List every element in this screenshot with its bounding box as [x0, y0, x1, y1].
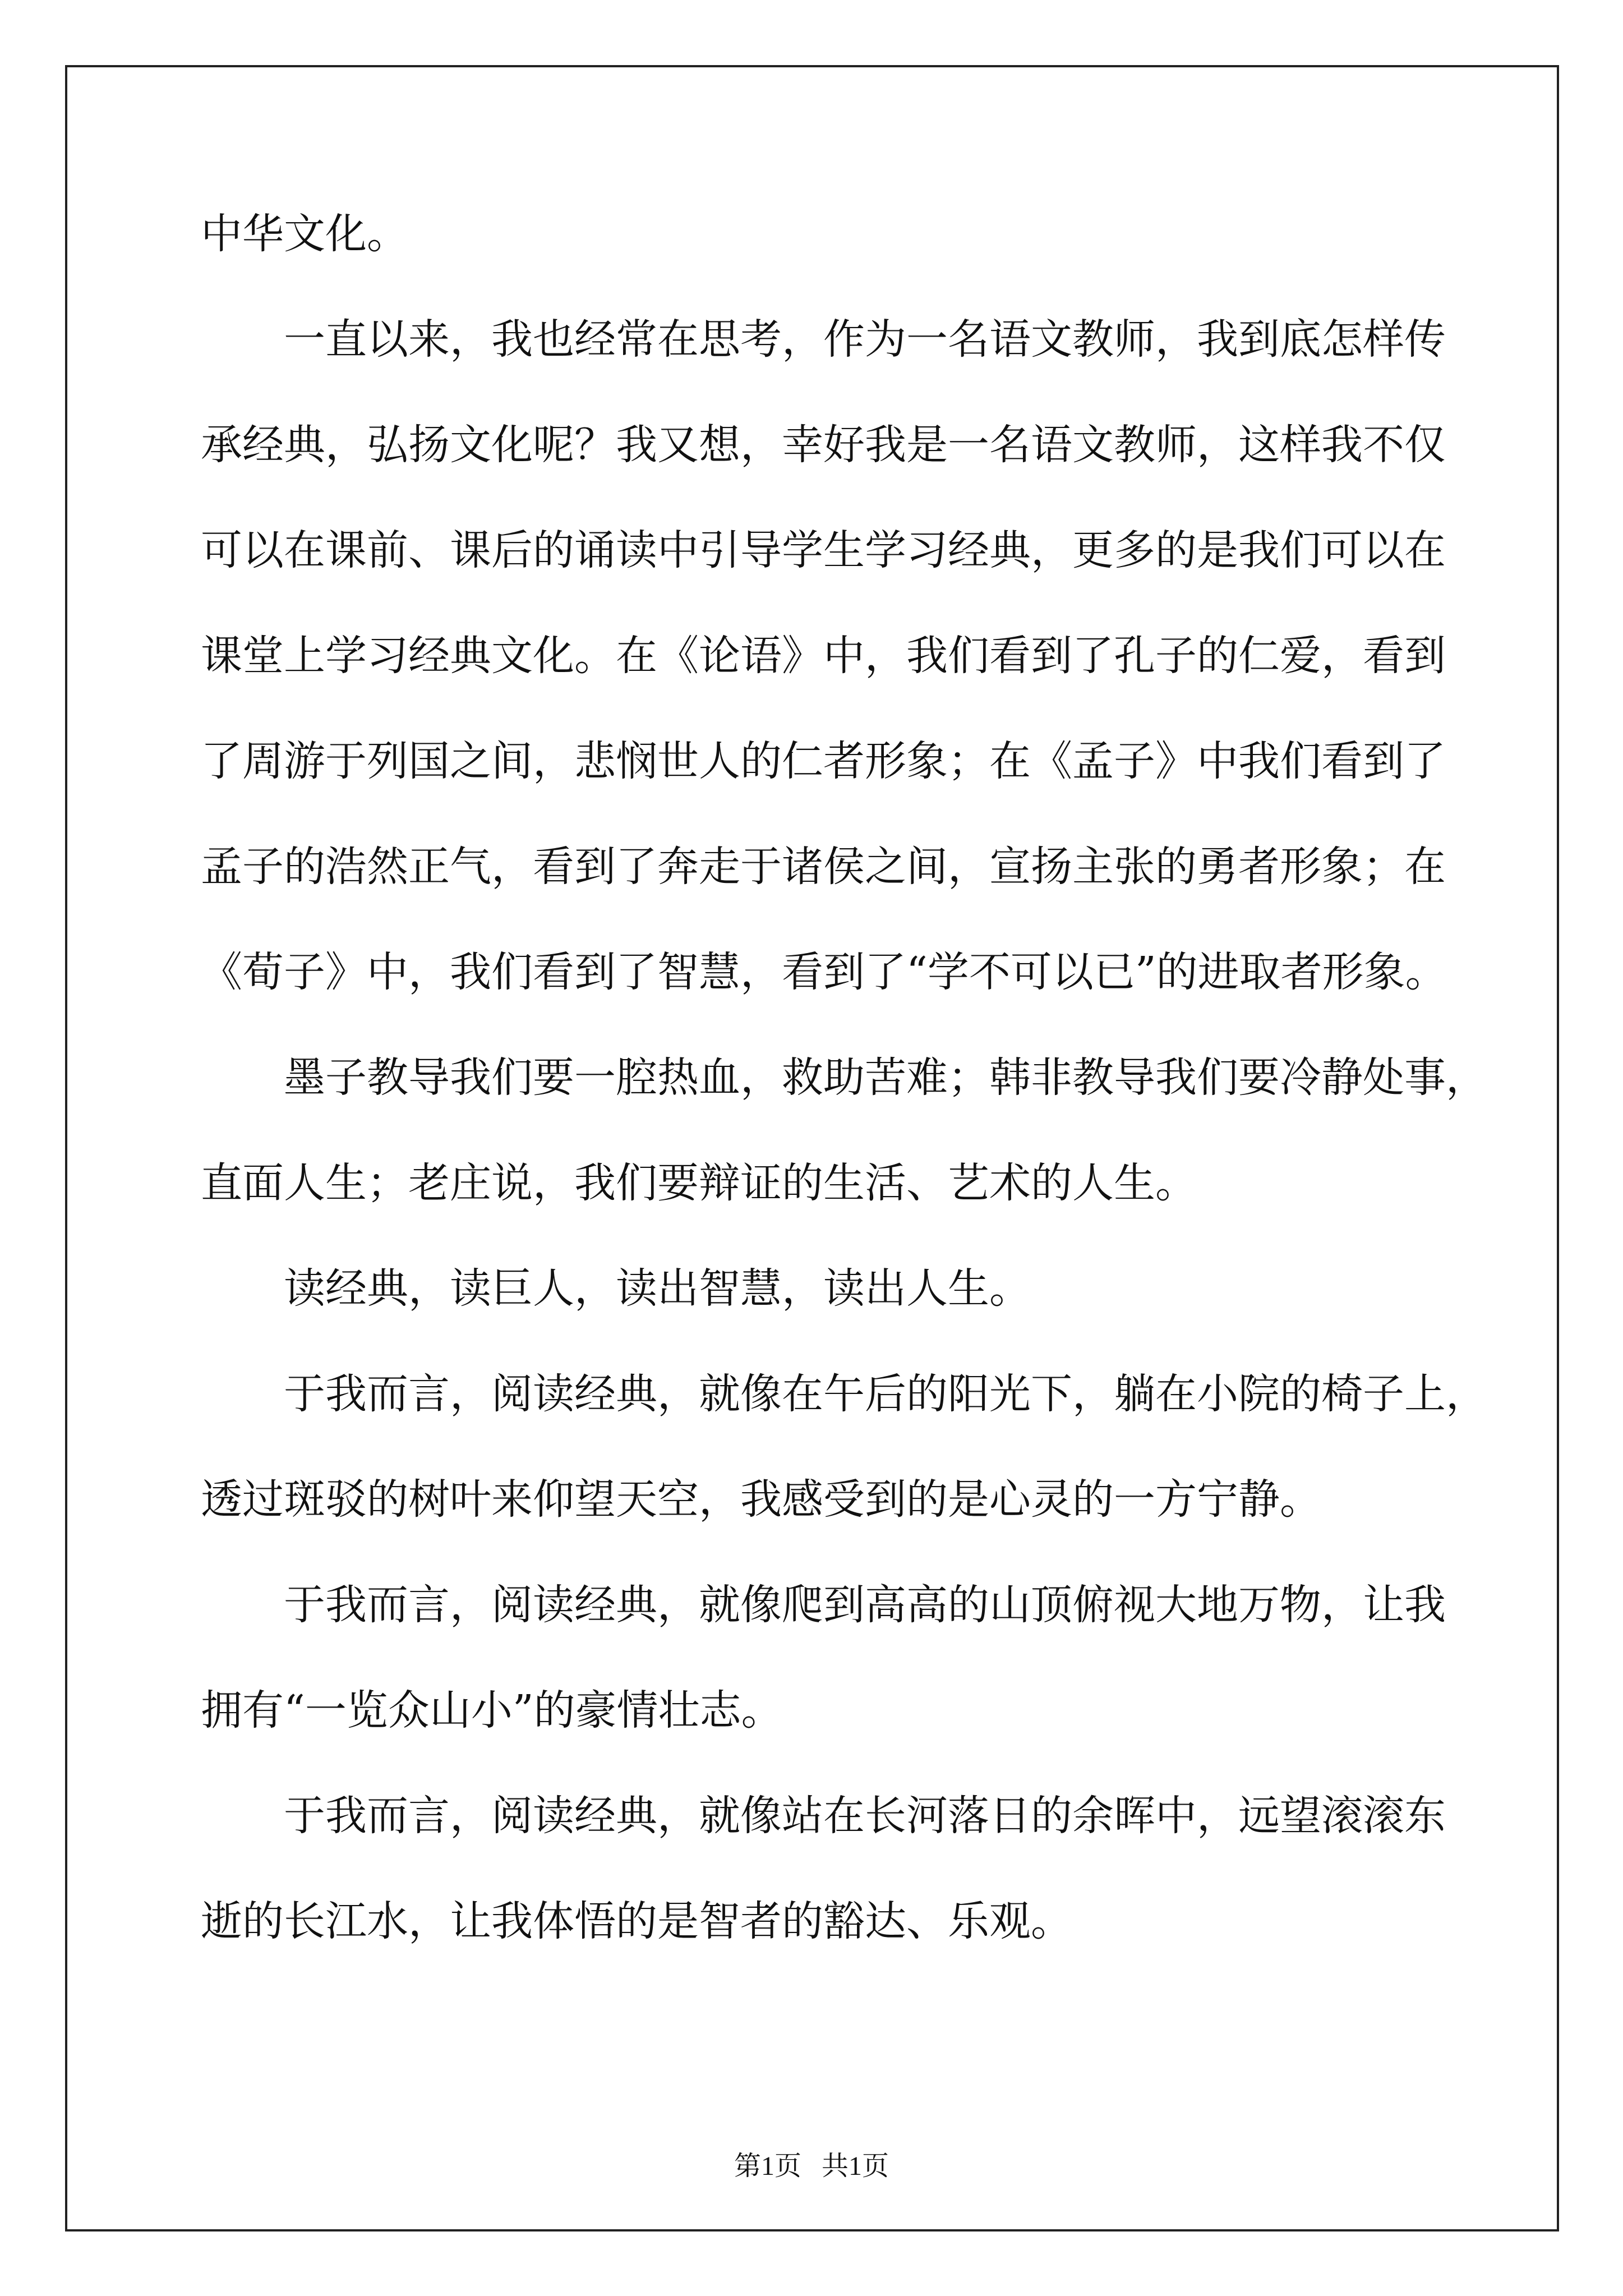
text-line: 逝的长江水，让我体悟的是智者的豁达、乐观。 — [201, 1897, 1072, 1945]
paragraph-start-line: 读经典，读巨人，读出智慧，读出人生。 — [284, 1264, 1031, 1313]
paragraph-start-line: 于我而言，阅读经典，就像站在长河落日的余晖中，远望滚滚东 — [284, 1792, 1446, 1840]
paragraph-start-line: 于我而言，阅读经典，就像爬到高高的山顶俯视大地万物，让我 — [284, 1581, 1446, 1629]
paragraph-start-line: 于我而言，阅读经典，就像在午后的阳光下，躺在小院的椅子上， — [284, 1370, 1487, 1418]
page-number-footer: 第1页 共1页 — [734, 2151, 889, 2181]
text-line: 课堂上学习经典文化。在《论语》中，我们看到了孔子的仁爱，看到 — [201, 632, 1446, 680]
text-line: 《荀子》中，我们看到了智慧，看到了“学不可以已”的进取者形象。 — [201, 948, 1447, 996]
text-line: 透过斑驳的树叶来仰望天空，我感受到的是心灵的一方宁静。 — [201, 1475, 1321, 1524]
text-line: 拥有“一览众山小”的豪情壮志。 — [201, 1686, 783, 1734]
text-line: 承经典，弘扬文化呢？我又想，幸好我是一名语文教师，这样我不仅 — [201, 421, 1446, 469]
paragraph-start-line: 一直以来，我也经常在思考，作为一名语文教师，我到底怎样传 — [284, 315, 1446, 364]
paragraph-start-line: 墨子教导我们要一腔热血，救助苦难；韩非教导我们要冷静处事， — [284, 1053, 1487, 1102]
text-line: 可以在课前、课后的诵读中引导学生学习经典，更多的是我们可以在 — [201, 526, 1446, 574]
text-line: 直面人生；老庄说，我们要辩证的生活、艺术的人生。 — [201, 1159, 1197, 1207]
text-line: 中华文化。 — [201, 210, 408, 258]
text-line: 了周游于列国之间，悲悯世人的仁者形象；在《孟子》中我们看到了 — [201, 737, 1446, 785]
text-line: 孟子的浩然正气，看到了奔走于诸侯之间，宣扬主张的勇者形象；在 — [201, 843, 1446, 891]
